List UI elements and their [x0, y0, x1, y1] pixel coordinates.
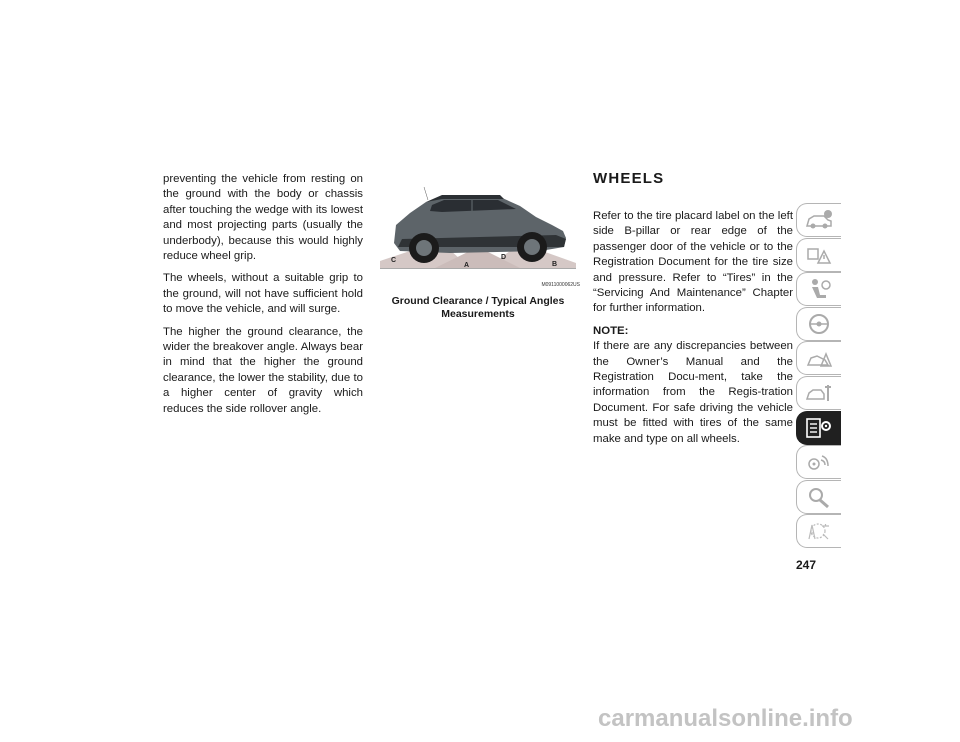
chapter-tab-active[interactable] [796, 411, 841, 445]
right-column [593, 209, 793, 454]
figure-label: D [501, 254, 507, 261]
emergency-icon [804, 346, 834, 370]
chapter-tab[interactable] [796, 480, 841, 514]
car-service-icon [804, 381, 834, 405]
paragraph: Refer to the tire placard label on the left side B-pillar or rear edge of the passenger door of the vehicle or to the Registration Document for the tire size and pressure. Refer to “Tires” in the “Servicing And Maintenance” Chapter for further information. [593, 210, 793, 315]
paragraph: The higher the ground clearance, the wider the breakover angle. Always bear in mind that the higher the ground clearance, the lower the stability, due to a higher center of gravity which reduces the side rollover angle. [163, 325, 363, 415]
chapter-tab[interactable] [796, 307, 841, 341]
left-column [163, 172, 363, 424]
steering-wheel-icon [804, 312, 834, 336]
chapter-tabs [796, 203, 842, 549]
chapter-tab[interactable] [796, 203, 841, 237]
ground-clearance-figure [380, 185, 576, 270]
chapter-tab[interactable] [796, 514, 841, 548]
figure-label: C [391, 257, 397, 264]
figure-label: B [552, 261, 558, 268]
seat-safety-icon [804, 277, 834, 301]
chapter-tab[interactable] [796, 272, 841, 306]
figure-label: A [464, 262, 470, 269]
specifications-icon [804, 416, 834, 440]
chapter-tab[interactable] [796, 238, 841, 272]
chapter-tab[interactable] [796, 445, 841, 479]
section-heading: WHEELS [593, 170, 665, 187]
language-icon [804, 519, 834, 543]
chapter-tab[interactable] [796, 376, 841, 410]
index-search-icon [804, 485, 834, 509]
page-number: 247 [796, 558, 817, 572]
paragraph: preventing the vehicle from resting on the ground with the body or chassis after touching the wedge with its lowest and most projecting parts (usually the underbody), because this would highly reduce wheel grip. [163, 173, 363, 263]
dashboard-warning-icon [804, 243, 834, 267]
watermark: carmanualsonline.info [598, 705, 853, 732]
multimedia-icon [804, 450, 834, 474]
note-label: NOTE: [593, 324, 629, 337]
paragraph: The wheels, without a suitable grip to the ground, will not have sufficient hold to move the vehicle, and will surge. [163, 272, 363, 316]
note-text: If there are any discrepancies between the Owner’s Manual and the Registration Docu-ment, take the information from the Regis-tration Document. For safe driving the vehicle must be fitted with tires of the same make and type on all wheels. [593, 340, 793, 445]
car-info-icon [804, 208, 834, 232]
figure-code: M0911000062US [541, 282, 580, 288]
chapter-tab[interactable] [796, 341, 841, 375]
figure-caption: Ground Clearance / Typical Angles Measurements [391, 295, 565, 320]
